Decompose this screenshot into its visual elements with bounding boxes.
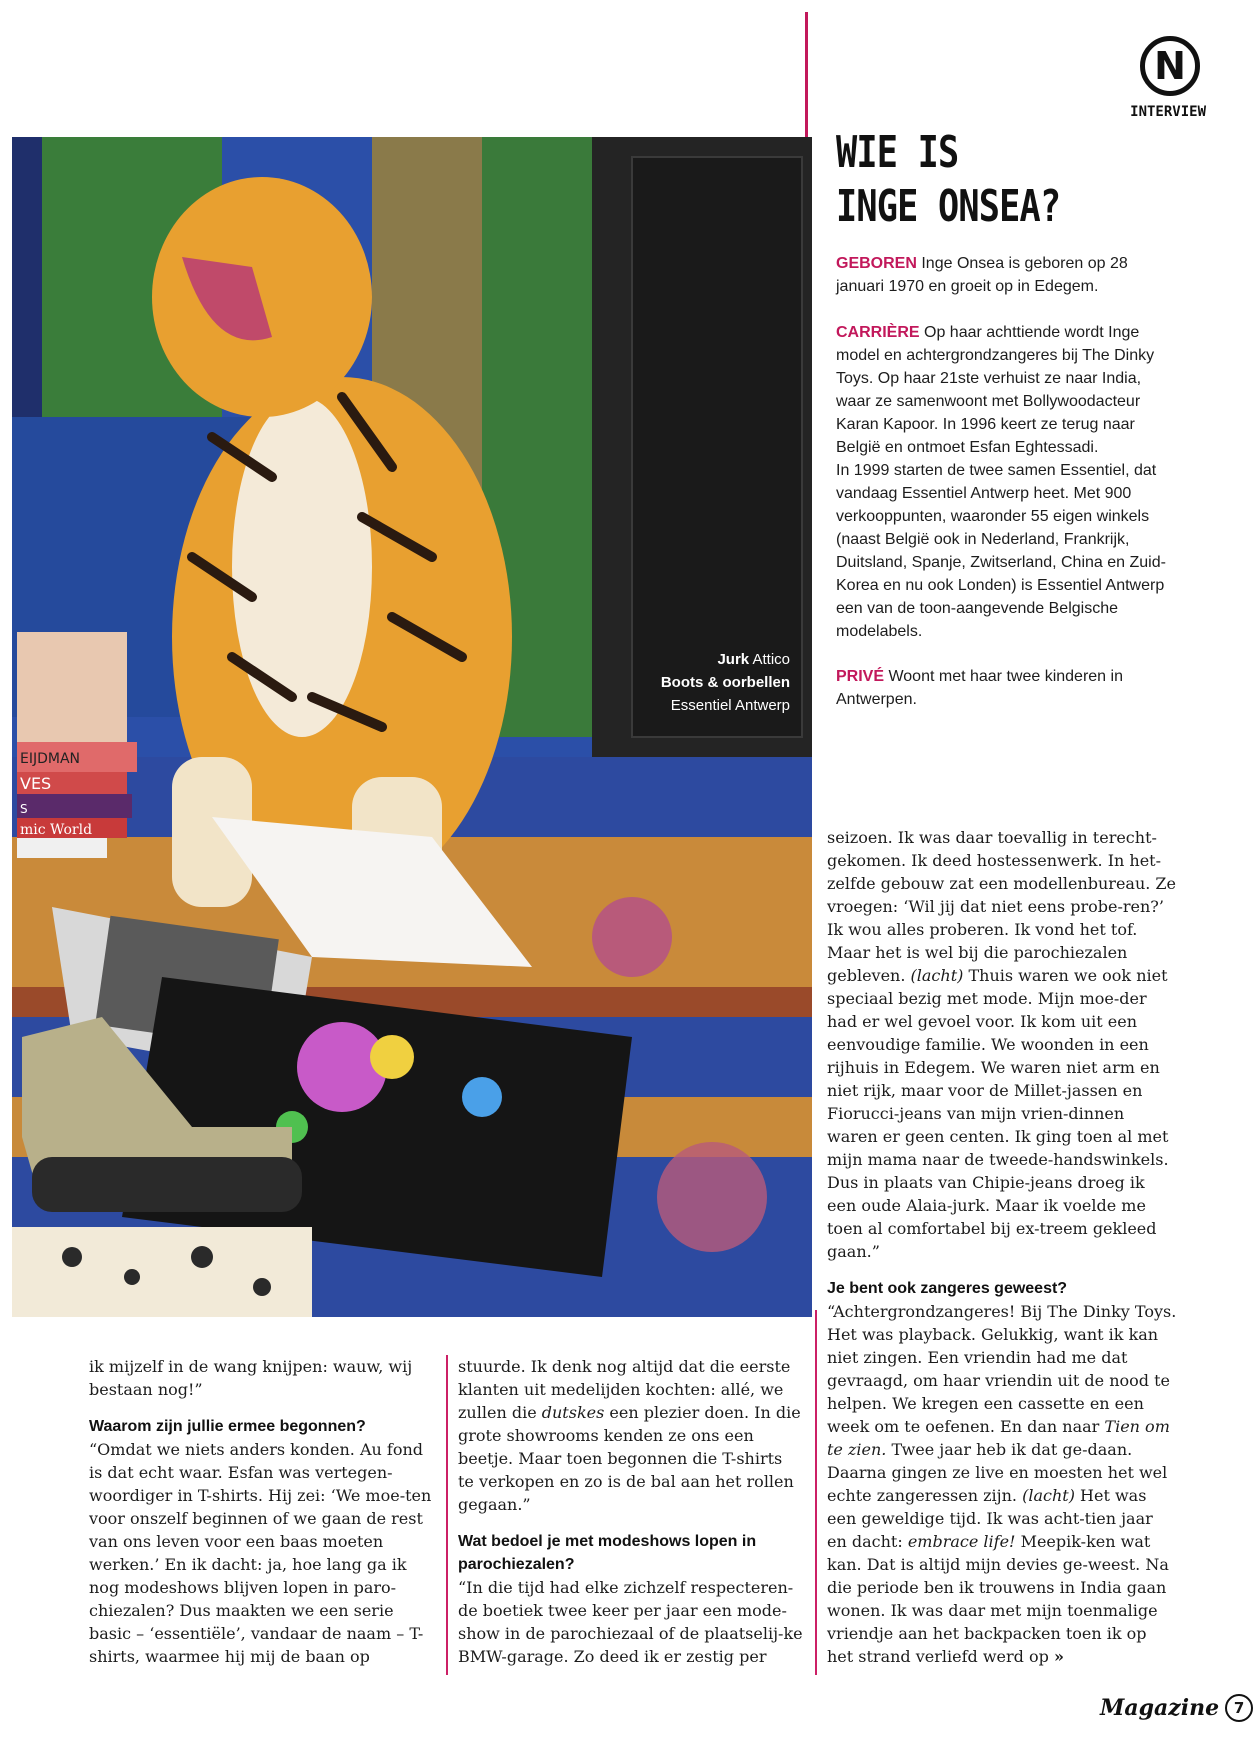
sidebar-key-carriere: CARRIÈRE	[836, 324, 920, 341]
caption-line-2	[600, 671, 790, 694]
article-paragraph	[827, 1300, 1177, 1668]
article-text: Meepik-ken wat kan. Dat is altijd mijn devies ge-weest. Na die periode ben ik trouwens in India gaan wonen. Ik was daar met mijn toenmalige vriendje aan het backpacken toen ik op het strand verliefd werd op	[827, 1532, 1169, 1666]
article-paragraph	[458, 1355, 803, 1516]
caption-key-jurk: Jurk	[717, 651, 750, 668]
interview-question: Je bent ook zangeres geweest?	[827, 1280, 1068, 1297]
interview-question: Waarom zijn jullie ermee begonnen?	[89, 1418, 366, 1435]
article-paragraph: “Omdat we niets anders konden. Au fond is dat echt waar. Esfan was vertegen-woordiger in T-shirts. Hij zei: ‘We moe-ten voor onszelf beginnen of we gaan de rest van ons leven voor een baas moeten werken.’ En ik dacht: ja, hoe lang ga ik nog modeshows blijven lopen in paro-chiezalen? Dus maakten we een serie basic – ‘essentiële’, vandaar de naam – T-shirts, waarmee hij mij de baan op	[89, 1440, 432, 1666]
section-label: INTERVIEW	[1130, 104, 1206, 120]
column-divider	[446, 1355, 448, 1675]
article-paragraph	[827, 826, 1177, 1263]
article-text: een plezier doen. In die grote showrooms kenden ze ons een beetje. Maar toen begonnen die T-shirts te verkopen en zo is de bal aan het rollen gegaan.”	[458, 1403, 801, 1514]
column-divider	[815, 1310, 817, 1675]
article-text: “Achtergrondzangeres! Bij The Dinky Toys. Het was playback. Gelukkig, want ik kan niet zingen. Een vriendin had me dat gevraagd, om haar vriendin uit de nood te helpen. We kregen een cassette en een week om te oefenen. En dan naar	[827, 1302, 1177, 1436]
article-text: Het was een geweldige tijd. Ik was acht-tien jaar en dacht:	[827, 1486, 1153, 1551]
sidebar-title-line-1: WIE IS	[836, 127, 959, 178]
article-italic: (lacht)	[1022, 1486, 1075, 1505]
book-spine-4: mic World	[20, 822, 93, 838]
article-paragraph: “In die tijd had elke zichzelf respecteren-de boetiek twee keer per jaar een mode-show in de parochiezaal of de plaatselij-ke BMW-garage. Zo deed ik er zestig per	[458, 1578, 803, 1666]
caption-line-1	[600, 648, 790, 671]
sidebar-title	[836, 126, 1108, 234]
article-italic: embrace life!	[907, 1532, 1016, 1551]
sidebar-carriere	[836, 321, 1176, 643]
article-text: seizoen. Ik was daar toevallig in terecht-gekomen. Ik deed hostessenwerk. In het-zelfde gebouw zat een modellenbureau. Ze vroegen: ‘Wil jij dat niet eens probe-ren?’ Ik wou alles proberen. Ik vond het tof. Maar het is wel bij die parochiezalen gebleven.	[827, 828, 1177, 985]
interview-question: Wat bedoel je met modeshows lopen in parochiezalen?	[458, 1533, 757, 1573]
article-text: Thuis waren we ook niet speciaal bezig met mode. Mijn moe-der had er wel gevoel voor. Ik kom uit een eenvoudige familie. We woonden in een rijhuis in Edegem. We waren niet arm en niet rijk, maar voor de Millet-jassen en Fiorucci-jeans van mijn vrien-dinnen waren er geen centen. Ik ging toen al met mijn mama naar de tweede-handswinkels. Dus in plaats van Chipie-jeans droeg ik een oude Alaia-jurk. Maar ik voelde me toen al comfortabel bij ex-treem gekleed gaan.”	[827, 966, 1169, 1261]
sidebar-text-geboren: Inge Onsea is geboren op 28 januari 1970 en groeit op in Edegem.	[836, 255, 1128, 295]
article-text: stuurde. Ik denk nog altijd dat die eerste klanten uit medelijden kochten: allé, we zullen die	[458, 1357, 791, 1422]
sidebar-prive	[836, 665, 1176, 711]
article-column-1	[89, 1355, 434, 1668]
book-spine-3: S	[20, 802, 28, 816]
page-number: 7	[1225, 1694, 1253, 1722]
photo-caption	[600, 648, 790, 717]
brand-logo-letter: N	[1154, 44, 1186, 88]
sidebar-text-carriere-2: In 1999 starten de twee samen Essentiel, dat vandaag Essentiel Antwerp heet. Met 900 verkooppunten, waaronder 55 eigen winkels (naast België ook in Nederland, Frankrijk, Duitsland, Spanje, Zwitserland, China en Zuid-Korea en nu ook Londen) is Essentiel Antwerp een van de toon-aangevende Belgische modelabels.	[836, 462, 1166, 640]
caption-line-3: Essentiel Antwerp	[670, 697, 790, 714]
caption-key-boots: Boots & oorbellen	[660, 674, 790, 691]
brand-logo-badge	[1140, 36, 1200, 96]
caption-value-jurk: Attico	[752, 651, 790, 668]
article-paragraph: ik mijzelf in de wang knijpen: wauw, wij bestaan nog!”	[89, 1357, 413, 1399]
article-column-right	[827, 826, 1177, 1668]
cover-photo	[12, 137, 812, 1317]
sidebar-key-prive: PRIVÉ	[836, 668, 885, 685]
article-italic: dutskes	[541, 1403, 605, 1422]
book-spine-1: EIJDMAN	[20, 751, 81, 767]
sidebar-text-carriere: Op haar achttiende wordt Inge model en achtergrondzangeres bij The Dinky Toys. Op haar 21ste verhuist ze naar India, waar ze samenwoont met Bollywoodacteur Karan Kapoor. In 1996 keert ze terug naar België en ontmoet Esfan Eghtessadi.	[836, 324, 1155, 456]
book-spine-2: VES	[20, 774, 52, 793]
article-italic: (lacht)	[910, 966, 964, 985]
article-text: Twee jaar heb ik dat ge-daan. Daarna gingen ze live en moesten het wel echte zangeressen zijn.	[827, 1440, 1168, 1505]
sidebar-title-line-2: INGE ONSEA?	[836, 181, 1061, 232]
continue-arrow-icon: »	[1053, 1647, 1064, 1666]
sidebar-text-prive: Woont met haar twee kinderen in Antwerpen.	[836, 668, 1123, 708]
article-column-2	[458, 1355, 803, 1668]
page-footer	[1100, 1694, 1253, 1722]
article-italic: Tien om te zien.	[827, 1417, 1170, 1459]
sidebar-geboren	[836, 252, 1176, 298]
magazine-logo: Magazine	[1100, 1695, 1220, 1721]
sidebar-key-geboren: GEBOREN	[836, 255, 917, 272]
